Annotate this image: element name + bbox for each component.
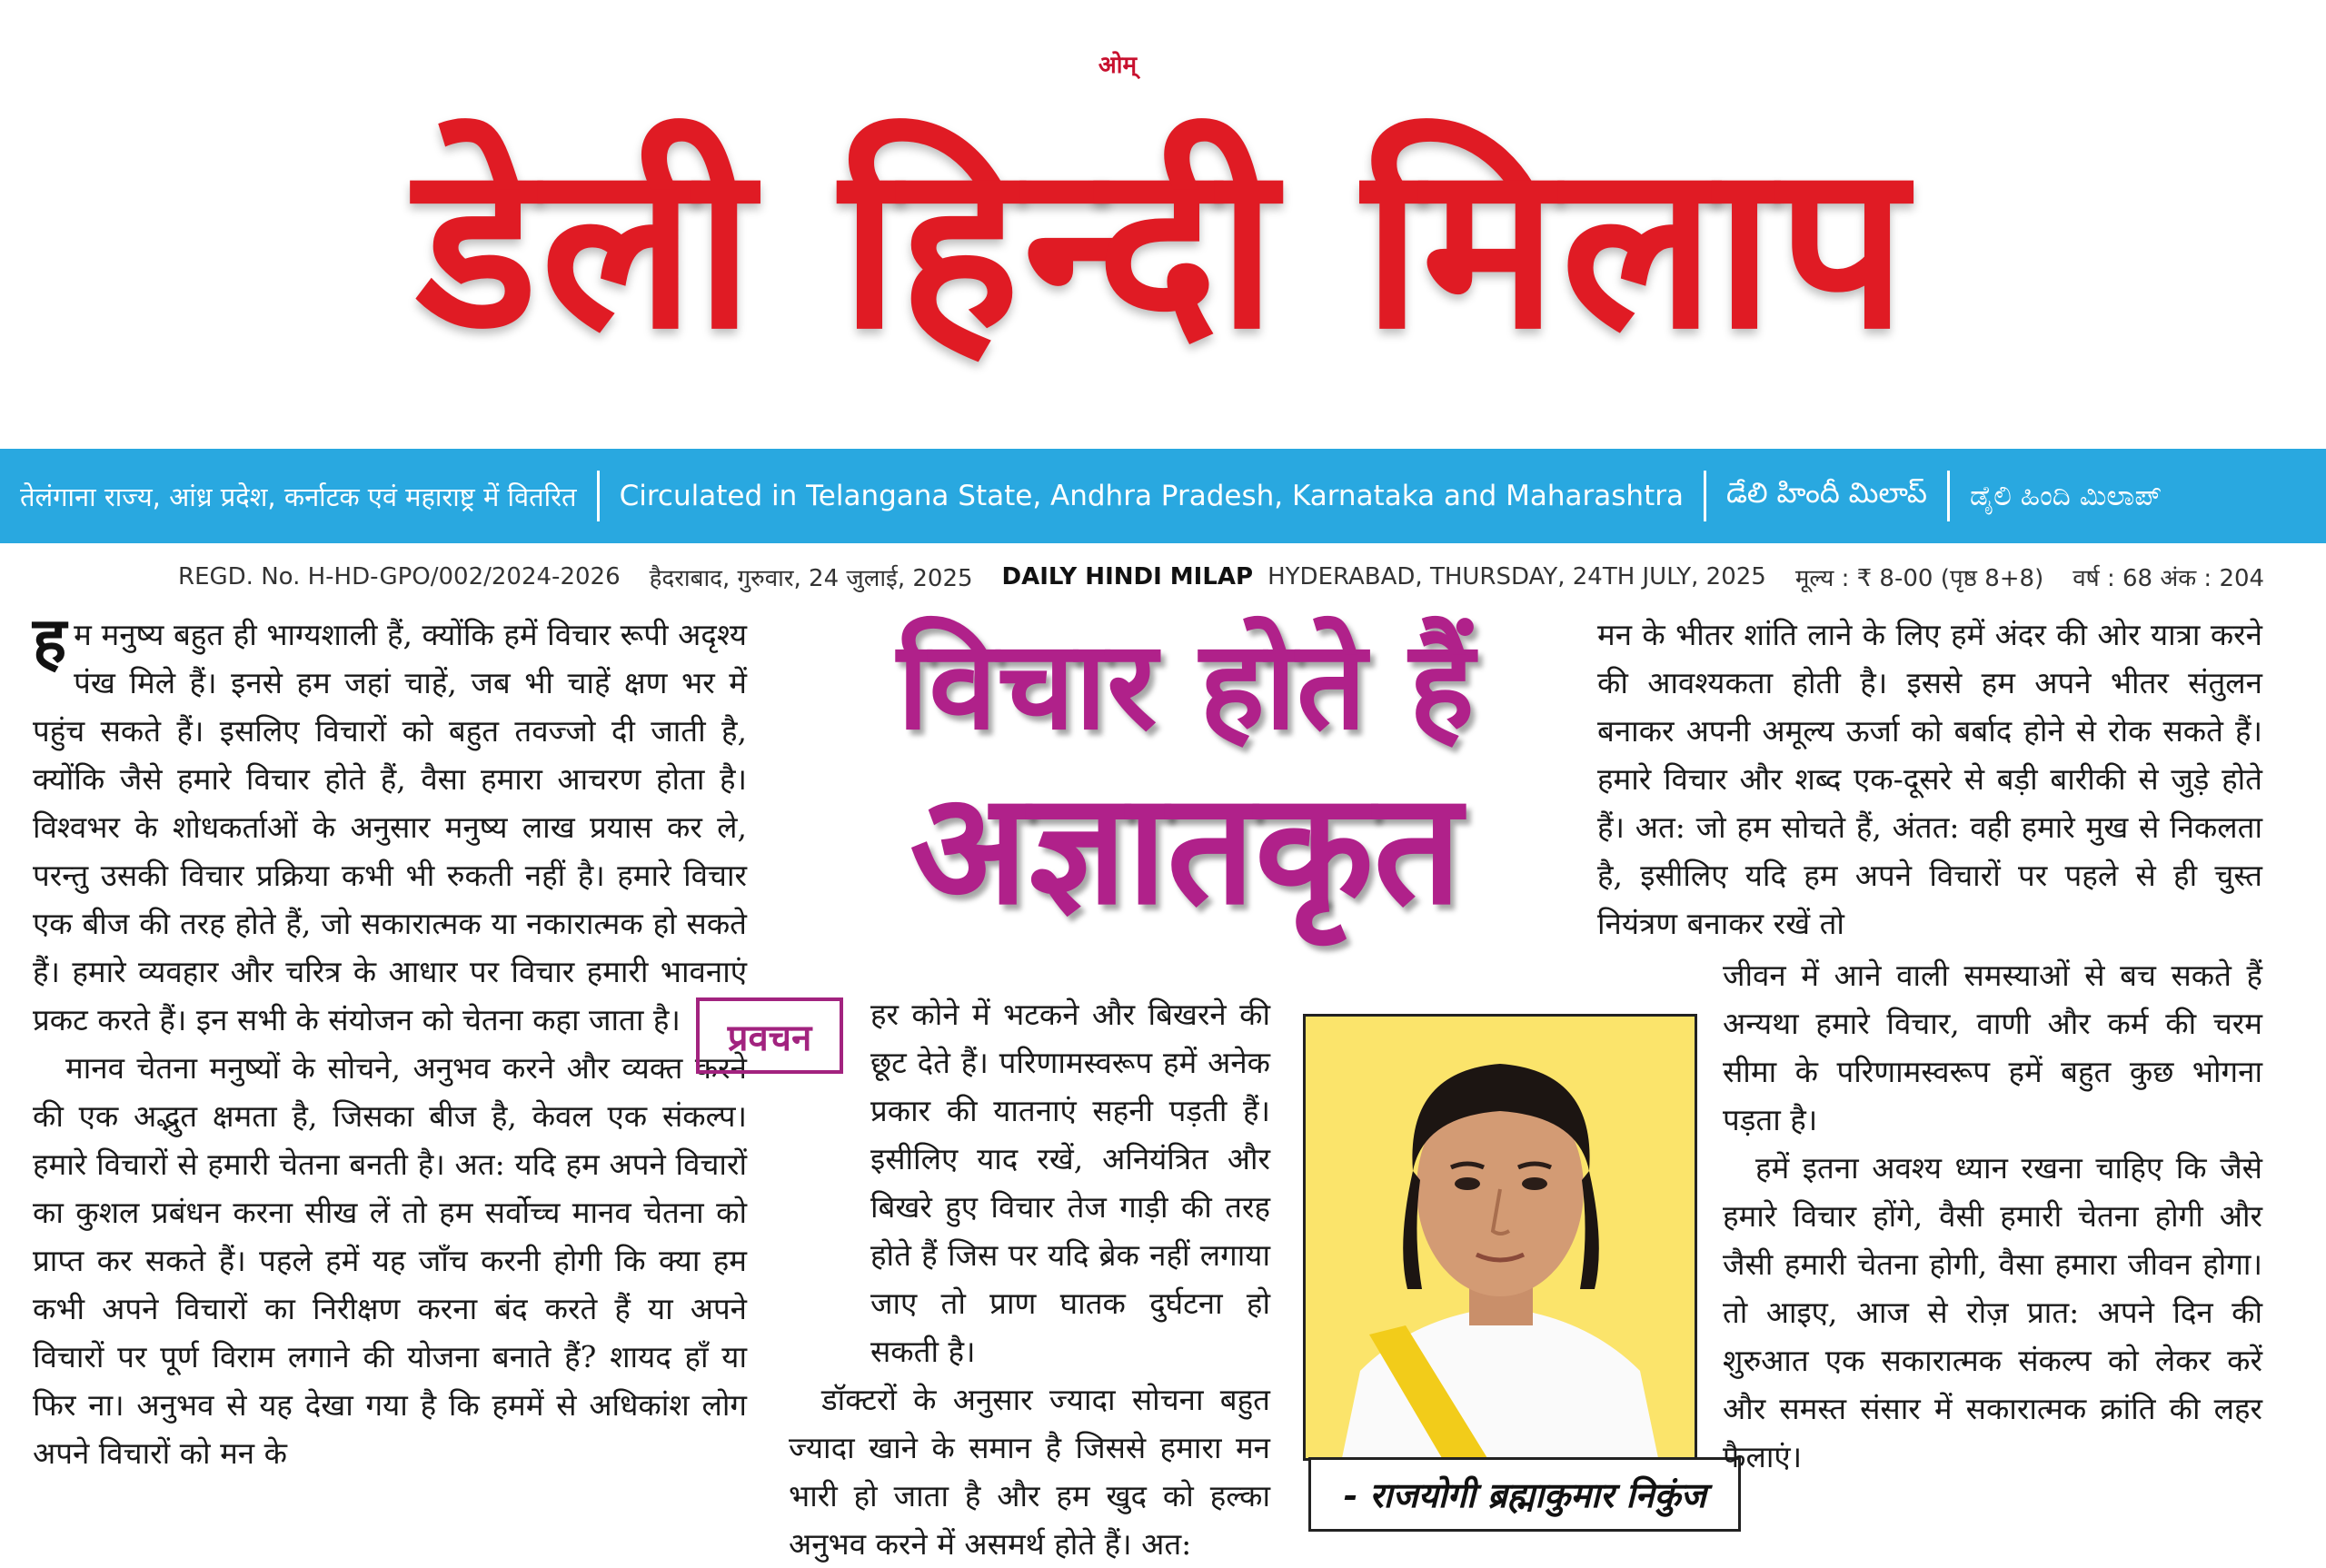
banner-hindi: तेलंगाना राज्य, आंध्र प्रदेश, कर्नाटक एवं महाराष्ट्र में वितरित bbox=[20, 481, 577, 512]
om-symbol: ओम् bbox=[1098, 52, 1138, 79]
article-paragraph: मानव चेतना मनुष्यों के सोचने, अनुभव करने और व्यक्त करने की एक अद्भुत क्षमता है, जिसका बीज है, केवल एक संकल्प। हमारे विचारों से हमारी चेतना बनती है। अत: यदि हम अपने विचारों का कुशल प्रबंधन करना सीख लें तो हम सर्वोच्च मानव चेतना को प्राप्त कर सकते हैं। पहले हमें यह जाँच करनी होगी कि क्या हम कभी अपने विचारों का निरीक्षण करना बंद करते हैं या अपने विचारों पर पूर्ण विराम लगाने की योजना बनाते हैं? शायद हाँ या फिर ना। अनुभव से यह देखा गया है कि हममें से अधिकांश लोग अपने विचारों को मन के bbox=[33, 1050, 747, 1471]
article-column-3 bbox=[1597, 610, 2262, 974]
circulation-banner bbox=[0, 449, 2326, 543]
author-photo bbox=[1303, 1014, 1697, 1461]
article-column-3-continued bbox=[1723, 951, 2262, 1528]
paragraph-text: म मनुष्य बहुत ही भाग्यशाली हैं, क्योंकि हमें विचार रूपी अदृश्य पंख मिले हैं। इनसे हम जहां चाहें, जब भी चाहें क्षण भर में पहुंच सकते हैं। इसलिए विचारों को बहुत तवज्जो दी जाती है, क्योंकि जैसे हमारे विचार होते हैं, वैसा हमारा आचरण होता है। विश्वभर के शोधकर्ताओं के अनुसार मनुष्य लाख प्रयास कर ले, परन्तु उसकी विचार प्रक्रिया कभी भी रुकती नहीं है। हमारे विचार एक बीज की तरह होते हैं, जो सकारात्मक या नकारात्मक हो सकते हैं। हमारे व्यवहार और चरित्र के आधार पर विचार हमारी भावनाएं प्रकट करते हैं। इन सभी के संयोजन को चेतना कहा जाता है। bbox=[33, 617, 747, 1037]
section-tag: प्रवचन bbox=[696, 997, 843, 1074]
drop-cap: ह bbox=[33, 602, 67, 678]
issue-number: वर्ष : 68 अंक : 204 bbox=[2073, 565, 2265, 592]
article-paragraph bbox=[33, 602, 747, 1044]
article-paragraph: जीवन में आने वाली समस्याओं से बच सकते हैं अन्यथा हमारे विचार, वाणी और कर्म की चरम सीमा के परिणामस्वरूप हमें बहुत कुछ भोगना पड़ता है। bbox=[1723, 958, 2262, 1137]
english-date: HYDERABAD, THURSDAY, 24TH JULY, 2025 bbox=[1267, 563, 1766, 590]
headline-line-2: अज्ञातकृत bbox=[910, 759, 1462, 939]
banner-english: Circulated in Telangana State, Andhra Pradesh, Karnataka and Maharashtra bbox=[619, 480, 1684, 512]
banner-telugu: డేలి హిందీ మిలాప్ bbox=[1725, 476, 1927, 510]
article-paragraph: मन के भीतर शांति लाने के लिए हमें अंदर की ओर यात्रा करने की आवश्यकता होती है। इससे हम अपने भीतर संतुलन बनाकर अपनी अमूल्य ऊर्जा को बर्बाद होने से रोक सकते हैं। हमारे विचार और शब्द एक-दूसरे से बड़ी बारीकी से जुड़े होते हैं। अत: जो हम सोचते हैं, अंतत: वही हमारे मुख से निकलता है, इसीलिए यदि हम अपने विचारों पर पहले से ही चुस्त नियंत्रण बनाकर रखें तो bbox=[1597, 617, 2262, 941]
article-paragraph: डॉक्टरों के अनुसार ज्यादा सोचना बहुत ज्यादा खाने के समान है जिससे हमारा मन भारी हो जाता है और हम खुद को हल्का अनुभव करने में असमर्थ होते हैं। अत: bbox=[789, 1382, 1270, 1562]
price: मूल्य : ₹ 8-00 (पृष्ठ 8+8) bbox=[1794, 565, 2044, 592]
banner-kannada: ಡೈಲಿ ಹಿಂದಿ ಮಿಲಾಪ್ bbox=[1969, 479, 2162, 512]
author-portrait-image bbox=[1306, 1017, 1695, 1458]
author-caption: - राजयोगी ब्रह्माकुमार निकुंज bbox=[1308, 1457, 1741, 1532]
article-paragraph: हर कोने में भटकने और बिखरने की छूट देते हैं। परिणामस्वरूप हमें अनेक प्रकार की यातनाएं सहनी पड़ती हैं। इसीलिए याद रखें, अनियंत्रित और बिखरे हुए विचार तेज गाड़ी की तरह होते हैं जिस पर यदि ब्रेक नहीं लगाया जाए तो प्राण घातक दुर्घटना हो सकती है। bbox=[870, 997, 1270, 1369]
english-name: DAILY HINDI MILAP bbox=[1001, 563, 1254, 590]
registration-number: REGD. No. H-HD-GPO/002/2024-2026 bbox=[178, 563, 621, 590]
hindi-date: हैदराबाद, गुरुवार, 24 जुलाई, 2025 bbox=[649, 565, 973, 592]
headline-line-1: विचार होते हैं bbox=[897, 614, 1475, 757]
article-column-2 bbox=[789, 990, 1270, 1562]
article-column-1 bbox=[33, 602, 747, 1528]
article-paragraph: हमें इतना अवश्य ध्यान रखना चाहिए कि जैसे हमारे विचार होंगे, वैसी हमारी चेतना होगी और जैसी हमारी चेतना होगी, वैसा हमारा जीवन होगा। तो आइए, आज से रोज़ प्रात: अपने दिन की शुरुआत एक सकारात्मक संकल्प को लेकर करें और समस्त संसार में सकारात्मक क्रांति की लहर फैलाएं। bbox=[1723, 1150, 2262, 1474]
dateline bbox=[178, 554, 2265, 600]
article-headline bbox=[809, 614, 1563, 945]
newspaper-masthead: डेली हिन्दी मिलाप bbox=[415, 112, 1911, 379]
